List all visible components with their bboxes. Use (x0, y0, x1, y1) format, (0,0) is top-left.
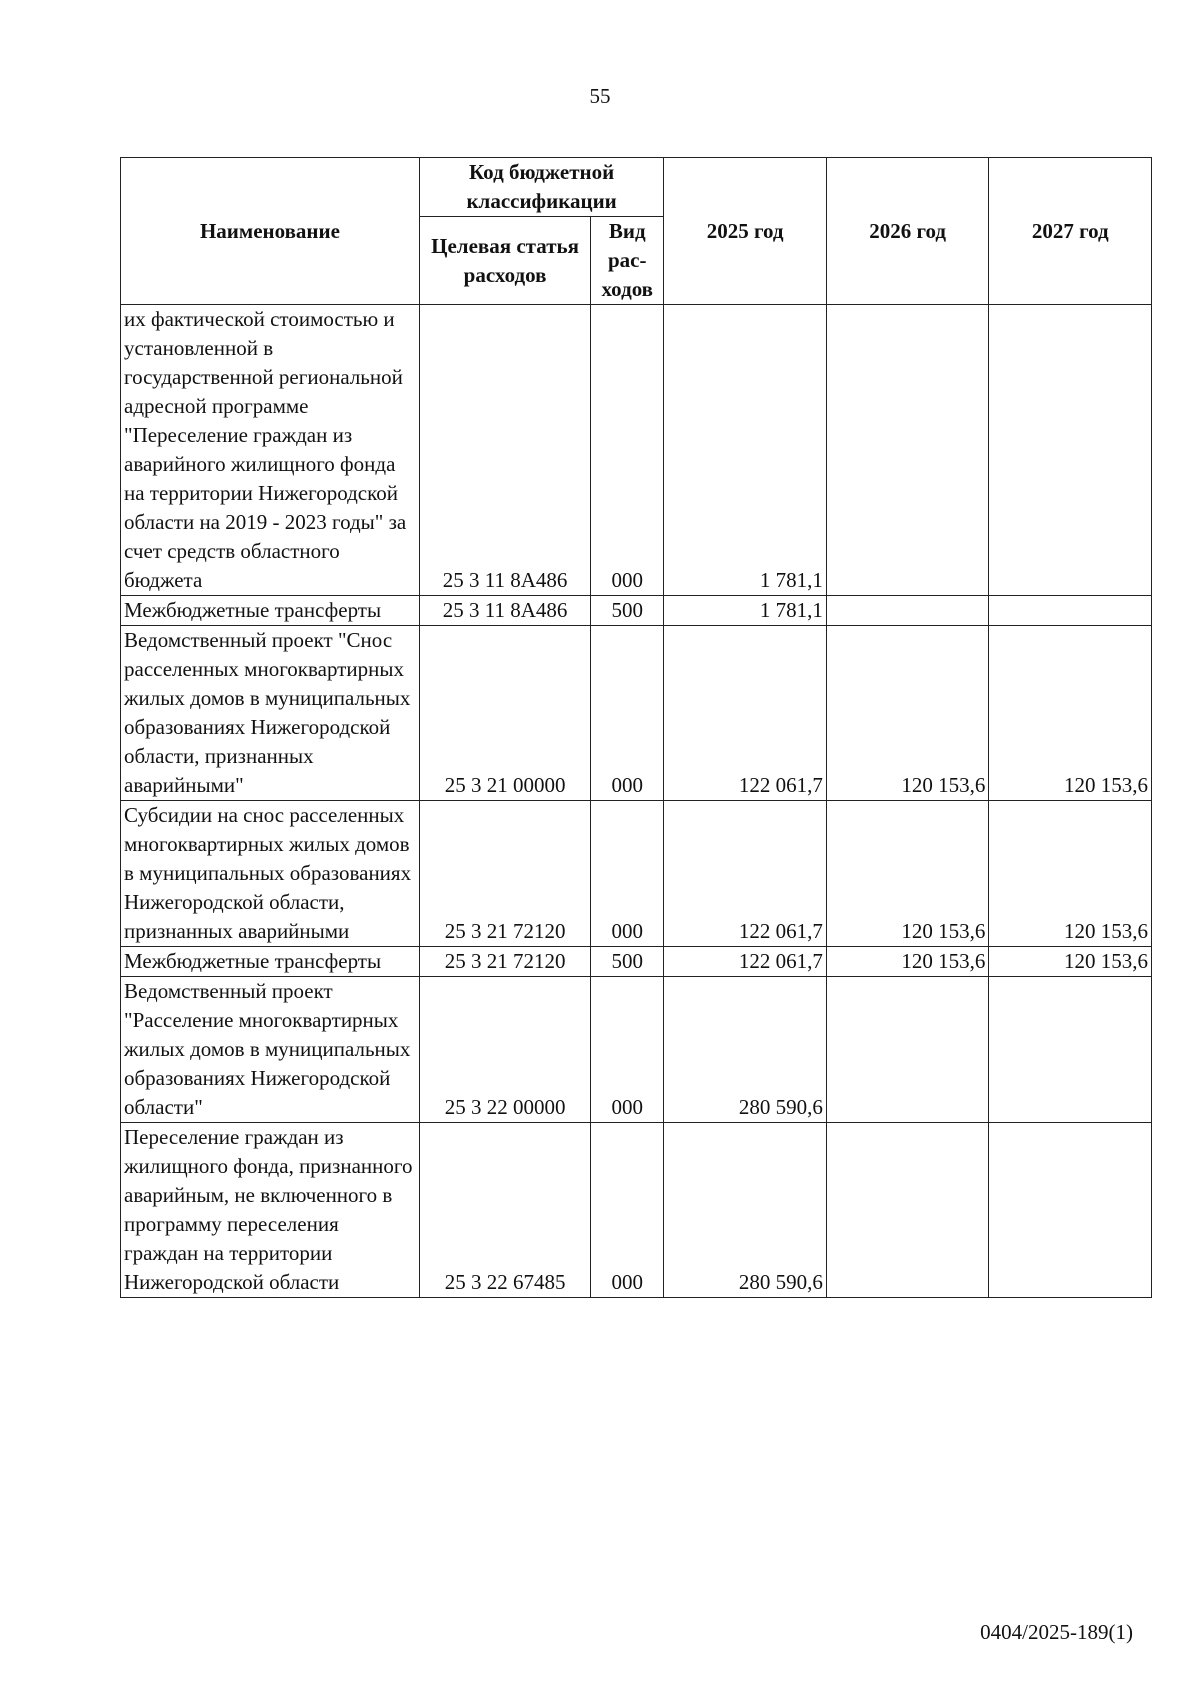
row-value-2026 (826, 596, 989, 626)
row-name: Межбюджетные трансферты (121, 596, 420, 626)
row-name: Межбюджетные трансферты (121, 947, 420, 977)
row-value-2026 (826, 977, 989, 1123)
document-code: 0404/2025-189(1) (980, 1620, 1133, 1644)
row-name: Переселение граждан из жилищного фонда, признанного аварийным, не включенного в программу переселения граждан на территории Нижегородской области (121, 1123, 420, 1298)
header-2027: 2027 год (989, 158, 1152, 305)
header-classification: Код бюджетной классификации (419, 158, 663, 217)
row-expense-type: 000 (591, 626, 664, 801)
header-expense-type: Вид рас-ходов (591, 217, 664, 305)
budget-table (120, 157, 1152, 1298)
row-value-2026: 120 153,6 (826, 626, 989, 801)
row-expense-type: 000 (591, 977, 664, 1123)
row-value-2027: 120 153,6 (989, 801, 1152, 947)
row-value-2027 (989, 977, 1152, 1123)
table-row (121, 977, 1152, 1123)
row-value-2026 (826, 1123, 989, 1298)
header-2025: 2025 год (664, 158, 827, 305)
row-value-2026: 120 153,6 (826, 947, 989, 977)
row-target-article: 25 3 11 8А486 (419, 596, 590, 626)
row-target-article: 25 3 22 67485 (419, 1123, 590, 1298)
row-value-2025: 1 781,1 (664, 596, 827, 626)
row-value-2027: 120 153,6 (989, 947, 1152, 977)
row-value-2027 (989, 1123, 1152, 1298)
table-row (121, 305, 1152, 596)
table-row (121, 947, 1152, 977)
row-expense-type: 500 (591, 947, 664, 977)
row-target-article: 25 3 21 72120 (419, 801, 590, 947)
table-row (121, 1123, 1152, 1298)
row-value-2025: 1 781,1 (664, 305, 827, 596)
row-expense-type: 000 (591, 305, 664, 596)
table-row (121, 596, 1152, 626)
row-value-2025: 122 061,7 (664, 626, 827, 801)
row-target-article: 25 3 21 72120 (419, 947, 590, 977)
header-name: Наименование (121, 158, 420, 305)
table-row (121, 626, 1152, 801)
row-value-2025: 280 590,6 (664, 977, 827, 1123)
row-name: Субсидии на снос расселенных многоквартирных жилых домов в муниципальных образованиях Нижегородской области, признанных аварийными (121, 801, 420, 947)
row-name: их фактической стоимостью и установленной в государственной региональной адресной программе "Переселение граждан из аварийного жилищного фонда на территории Нижегородской области на 2019 - 2023 годы" за счет средств областного бюджета (121, 305, 420, 596)
row-expense-type: 000 (591, 801, 664, 947)
row-expense-type: 000 (591, 1123, 664, 1298)
row-name: Ведомственный проект "Снос расселенных многоквартирных жилых домов в муниципальных образованиях Нижегородской области, признанных аварийными" (121, 626, 420, 801)
row-value-2026: 120 153,6 (826, 801, 989, 947)
table-row (121, 801, 1152, 947)
row-value-2027 (989, 596, 1152, 626)
row-value-2025: 122 061,7 (664, 947, 827, 977)
row-value-2027: 120 153,6 (989, 626, 1152, 801)
row-value-2027 (989, 305, 1152, 596)
row-target-article: 25 3 22 00000 (419, 977, 590, 1123)
row-value-2026 (826, 305, 989, 596)
row-expense-type: 500 (591, 596, 664, 626)
row-name: Ведомственный проект "Расселение многоквартирных жилых домов в муниципальных образованиях Нижегородской области" (121, 977, 420, 1123)
page-number: 55 (589, 84, 611, 108)
header-2026: 2026 год (826, 158, 989, 305)
row-value-2025: 122 061,7 (664, 801, 827, 947)
row-value-2025: 280 590,6 (664, 1123, 827, 1298)
header-target-article: Целевая статья расходов (419, 217, 590, 305)
row-target-article: 25 3 11 8А486 (419, 305, 590, 596)
row-target-article: 25 3 21 00000 (419, 626, 590, 801)
